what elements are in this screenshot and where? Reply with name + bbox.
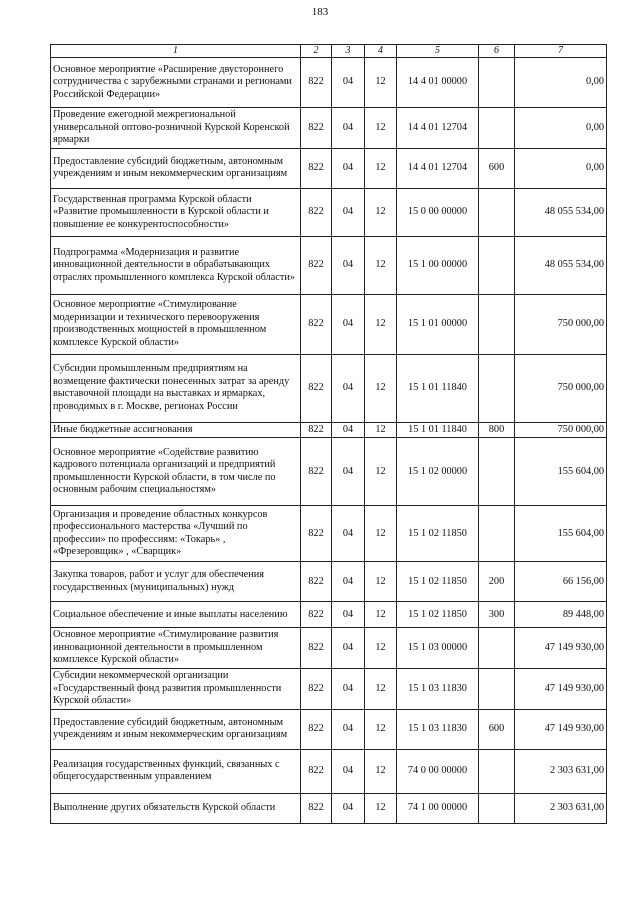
page-number: 183 — [311, 6, 329, 18]
cell-section: 04 — [332, 422, 365, 438]
cell-section: 04 — [332, 438, 365, 506]
cell-name: Государственная программа Курской области «Развитие промышленности в Курской области и повышение ее конкурентоспособности» — [51, 188, 301, 236]
cell-expense-type: 600 — [479, 148, 515, 188]
table-row — [51, 506, 607, 562]
cell-grbs: 822 — [301, 709, 332, 749]
cell-subsection: 12 — [365, 148, 397, 188]
cell-expense-type: 800 — [479, 422, 515, 438]
table-row — [51, 628, 607, 669]
cell-subsection: 12 — [365, 422, 397, 438]
table-row — [51, 562, 607, 602]
cell-expense-type: 300 — [479, 602, 515, 628]
cell-amount: 0,00 — [515, 148, 607, 188]
cell-name: Основное мероприятие «Расширение двустороннего сотрудничества с зарубежными странами и регионами Российской Федерации» — [51, 58, 301, 108]
cell-section: 04 — [332, 506, 365, 562]
cell-expense-type — [479, 236, 515, 294]
cell-amount: 47 149 930,00 — [515, 628, 607, 669]
cell-section: 04 — [332, 749, 365, 793]
header-cell-subsection: 4 — [365, 45, 397, 58]
cell-grbs: 822 — [301, 669, 332, 710]
cell-target-article: 14 4 01 00000 — [397, 58, 479, 108]
cell-subsection: 12 — [365, 749, 397, 793]
cell-subsection: 12 — [365, 506, 397, 562]
cell-target-article: 15 1 01 11840 — [397, 422, 479, 438]
cell-amount: 750 000,00 — [515, 354, 607, 422]
header-cell-target-article: 5 — [397, 45, 479, 58]
cell-grbs: 822 — [301, 562, 332, 602]
cell-grbs: 822 — [301, 294, 332, 354]
cell-target-article: 15 1 01 11840 — [397, 354, 479, 422]
cell-section: 04 — [332, 294, 365, 354]
cell-expense-type: 200 — [479, 562, 515, 602]
cell-grbs: 822 — [301, 354, 332, 422]
table-row — [51, 709, 607, 749]
cell-name: Проведение ежегодной межрегиональной универсальной оптово-розничной Курской Коренской ярмарки — [51, 108, 301, 149]
cell-section: 04 — [332, 562, 365, 602]
cell-section: 04 — [332, 108, 365, 149]
table-row — [51, 438, 607, 506]
cell-name: Подпрограмма «Модернизация и развитие инновационной деятельности в обрабатывающих отраслях промышленного комплекса Курской области» — [51, 236, 301, 294]
header-cell-name: 1 — [51, 45, 301, 58]
cell-target-article: 15 1 00 00000 — [397, 236, 479, 294]
cell-expense-type — [479, 354, 515, 422]
cell-subsection: 12 — [365, 236, 397, 294]
cell-name: Организация и проведение областных конкурсов профессионального мастерства «Лучший по профессии» по профессиям: «Токарь» , «Фрезеровщик» , «Сварщик» — [51, 506, 301, 562]
header-cell-grbs: 2 — [301, 45, 332, 58]
cell-subsection: 12 — [365, 669, 397, 710]
header-cell-expense-type: 6 — [479, 45, 515, 58]
table-row — [51, 354, 607, 422]
cell-amount: 66 156,00 — [515, 562, 607, 602]
cell-grbs: 822 — [301, 58, 332, 108]
cell-target-article: 74 0 00 00000 — [397, 749, 479, 793]
table-row — [51, 236, 607, 294]
cell-expense-type: 600 — [479, 709, 515, 749]
cell-subsection: 12 — [365, 709, 397, 749]
cell-section: 04 — [332, 628, 365, 669]
cell-target-article: 15 1 03 00000 — [397, 628, 479, 669]
cell-section: 04 — [332, 58, 365, 108]
cell-section: 04 — [332, 709, 365, 749]
cell-target-article: 15 1 02 11850 — [397, 506, 479, 562]
cell-subsection: 12 — [365, 294, 397, 354]
cell-subsection: 12 — [365, 562, 397, 602]
cell-subsection: 12 — [365, 793, 397, 823]
cell-subsection: 12 — [365, 108, 397, 149]
table-row — [51, 148, 607, 188]
cell-amount: 750 000,00 — [515, 422, 607, 438]
header-row — [51, 45, 607, 58]
cell-section: 04 — [332, 236, 365, 294]
budget-table — [50, 44, 607, 824]
cell-subsection: 12 — [365, 602, 397, 628]
cell-expense-type — [479, 108, 515, 149]
cell-name: Субсидии некоммерческой организации «Государственный фонд развития промышленности Курской области» — [51, 669, 301, 710]
table-row — [51, 58, 607, 108]
cell-name: Предоставление субсидий бюджетным, автономным учреждениям и иным некоммерческим организациям — [51, 148, 301, 188]
table-row — [51, 602, 607, 628]
cell-subsection: 12 — [365, 188, 397, 236]
cell-target-article: 15 0 00 00000 — [397, 188, 479, 236]
cell-amount: 47 149 930,00 — [515, 709, 607, 749]
table-row — [51, 294, 607, 354]
cell-expense-type — [479, 188, 515, 236]
cell-expense-type — [479, 58, 515, 108]
cell-grbs: 822 — [301, 628, 332, 669]
cell-section: 04 — [332, 188, 365, 236]
cell-name: Закупка товаров, работ и услуг для обеспечения государственных (муниципальных) нужд — [51, 562, 301, 602]
cell-amount: 2 303 631,00 — [515, 793, 607, 823]
cell-expense-type — [479, 294, 515, 354]
cell-grbs: 822 — [301, 506, 332, 562]
cell-name: Предоставление субсидий бюджетным, автономным учреждениям и иным некоммерческим организациям — [51, 709, 301, 749]
cell-name: Реализация государственных функций, связанных с общегосударственным управлением — [51, 749, 301, 793]
cell-amount: 2 303 631,00 — [515, 749, 607, 793]
cell-grbs: 822 — [301, 148, 332, 188]
cell-expense-type — [479, 793, 515, 823]
cell-section: 04 — [332, 669, 365, 710]
cell-target-article: 15 1 03 11830 — [397, 709, 479, 749]
cell-amount: 89 448,00 — [515, 602, 607, 628]
cell-amount: 155 604,00 — [515, 438, 607, 506]
cell-amount: 48 055 534,00 — [515, 188, 607, 236]
cell-expense-type — [479, 669, 515, 710]
cell-target-article: 15 1 02 11850 — [397, 562, 479, 602]
table-row — [51, 749, 607, 793]
cell-amount: 0,00 — [515, 108, 607, 149]
header-cell-amount: 7 — [515, 45, 607, 58]
cell-target-article: 14 4 01 12704 — [397, 108, 479, 149]
cell-expense-type — [479, 628, 515, 669]
cell-name: Основное мероприятие «Стимулирование развития инновационной деятельности в промышленном комплексе Курской области» — [51, 628, 301, 669]
cell-name: Субсидии промышленным предприятиям на возмещение фактически понесенных затрат за аренду выставочной площади на выставках и ярмарках, проводимых в г. Москве, регионах России — [51, 354, 301, 422]
table-row — [51, 422, 607, 438]
cell-target-article: 15 1 03 11830 — [397, 669, 479, 710]
cell-grbs: 822 — [301, 602, 332, 628]
cell-amount: 155 604,00 — [515, 506, 607, 562]
cell-target-article: 15 1 02 11850 — [397, 602, 479, 628]
cell-amount: 48 055 534,00 — [515, 236, 607, 294]
cell-subsection: 12 — [365, 438, 397, 506]
table-row — [51, 188, 607, 236]
cell-target-article: 15 1 02 00000 — [397, 438, 479, 506]
cell-name: Иные бюджетные ассигнования — [51, 422, 301, 438]
cell-section: 04 — [332, 793, 365, 823]
cell-expense-type — [479, 506, 515, 562]
cell-grbs: 822 — [301, 749, 332, 793]
cell-grbs: 822 — [301, 108, 332, 149]
table-row — [51, 793, 607, 823]
cell-section: 04 — [332, 148, 365, 188]
cell-grbs: 822 — [301, 188, 332, 236]
table-row — [51, 108, 607, 149]
cell-target-article: 14 4 01 12704 — [397, 148, 479, 188]
cell-amount: 750 000,00 — [515, 294, 607, 354]
cell-subsection: 12 — [365, 354, 397, 422]
cell-grbs: 822 — [301, 236, 332, 294]
cell-grbs: 822 — [301, 793, 332, 823]
cell-grbs: 822 — [301, 422, 332, 438]
cell-subsection: 12 — [365, 628, 397, 669]
cell-amount: 0,00 — [515, 58, 607, 108]
cell-name: Основное мероприятие «Стимулирование модернизации и технического перевооружения производственных мощностей в промышленном комплексе Курской области» — [51, 294, 301, 354]
cell-target-article: 74 1 00 00000 — [397, 793, 479, 823]
table-row — [51, 669, 607, 710]
cell-name: Основное мероприятие «Содействие развитию кадрового потенциала организаций и предприятий промышленности Курской области, в том числе по основным рабочим специальностям» — [51, 438, 301, 506]
cell-subsection: 12 — [365, 58, 397, 108]
cell-name: Социальное обеспечение и иные выплаты населению — [51, 602, 301, 628]
cell-expense-type — [479, 749, 515, 793]
cell-section: 04 — [332, 354, 365, 422]
cell-grbs: 822 — [301, 438, 332, 506]
cell-section: 04 — [332, 602, 365, 628]
cell-target-article: 15 1 01 00000 — [397, 294, 479, 354]
header-cell-section: 3 — [332, 45, 365, 58]
cell-amount: 47 149 930,00 — [515, 669, 607, 710]
cell-expense-type — [479, 438, 515, 506]
cell-name: Выполнение других обязательств Курской области — [51, 793, 301, 823]
